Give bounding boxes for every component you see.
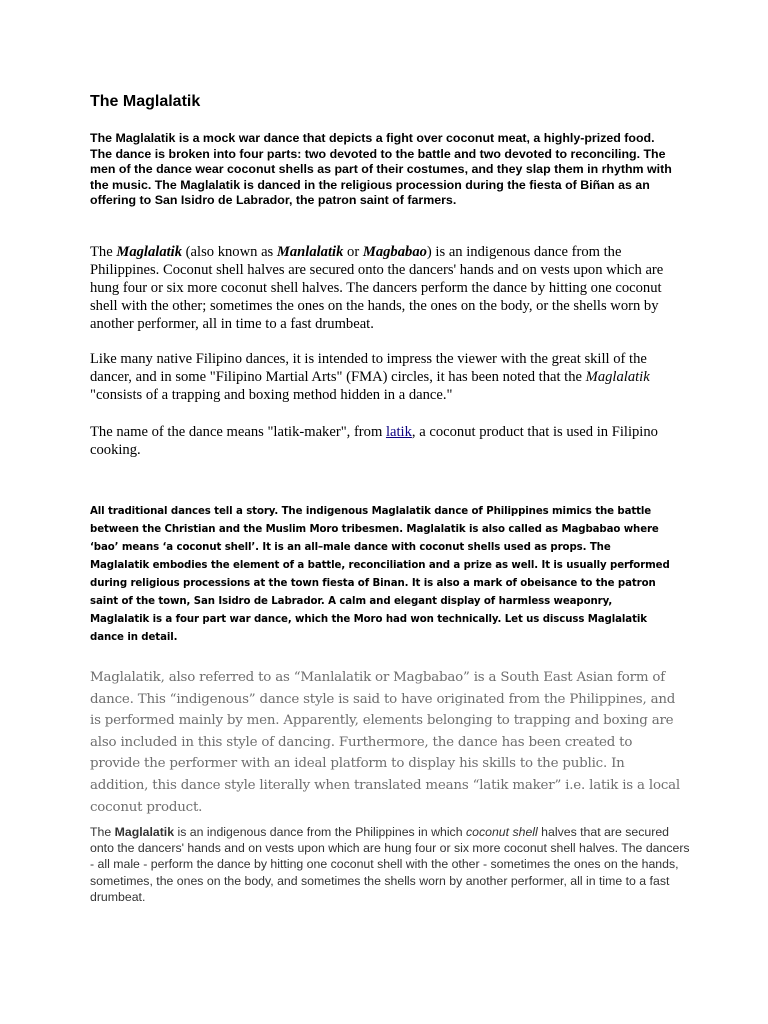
story-paragraph: All traditional dances tell a story. The indigenous Maglalatik dance of Philippines mimics the battle between the Christian and the Muslim Moro tribesmen. Maglalatik is also called as Magbabao where ‘bao’ means ‘a coconut shell’. It is an all–male dance with coconut shells used as props. The Maglalatik embodies the element of a battle, reconciliation and a prize as well. It is usually performed during religious processions at the town fiesta of Binan. It is also a mark of obeisance to the patron saint of the town, San Isidro de Labrador. A calm and elegant display of harmless weaponry, Maglalatik is a four part war dance, which the Moro had won technically. Let us discuss Maglalatik dance in detail. bbox=[90, 506, 670, 643]
last-name-maglalatik: Maglalatik bbox=[114, 825, 175, 839]
name-meaning-paragraph bbox=[90, 423, 690, 459]
p2-name-maglalatik: Maglalatik bbox=[585, 369, 650, 385]
p1-text-1: The bbox=[90, 244, 117, 260]
page-title: The Maglalatik bbox=[90, 93, 201, 110]
summary-paragraph: The Maglalatik is a mock war dance that depicts a fight over coconut meat, a highly-prized food. The dance is broken into four parts: two devoted to the battle and two devoted to reconciling. The men of the dance wear coconut shells as part of their costumes, and they slap them in rhythm with the music. The Maglalatik is danced in the religious procession during the fiesta of Biñan as an offering to San Isidro de Labrador, the patron saint of farmers. bbox=[90, 131, 672, 208]
last-text-3: halves that are secured onto the dancers' hands and on vests upon which are hung four or six more coconut shell halves. The dancers - all male - perform the dance by hitting one coconut shell with the other - sometimes the ones on the hands, sometimes, the ones on the body, and sometimes the shells worn by another performer, all in time to a fast drumbeat. bbox=[90, 825, 690, 904]
p3-text-2: , a coconut product that is used in Filipino cooking. bbox=[90, 424, 658, 458]
p2-text-2: "consists of a trapping and boxing method hidden in a dance." bbox=[90, 387, 453, 403]
intro-paragraph bbox=[90, 243, 690, 333]
p1-name-magbabao: Magbabao bbox=[362, 244, 427, 260]
last-coconut-shell: coconut shell bbox=[465, 825, 538, 839]
p2-text-1: Like many native Filipino dances, it is intended to impress the viewer with the great skill of the dancer, and in some "Filipino Martial Arts" (FMA) circles, it has been noted that the bbox=[90, 351, 647, 385]
p1-text-4: ) is an indigenous dance from the Philippines. Coconut shell halves are secured onto the dancers' hands and on vests upon which are hung four or six more coconut shell halves. The dancers perform the dance by hitting one coconut shell with the other; sometimes the ones on the hands, the ones on the body, or the shells worn by another performer, all in time to a fast drumbeat. bbox=[90, 244, 664, 332]
p1-text-2: (also known as bbox=[182, 244, 277, 260]
last-text-1: The bbox=[90, 825, 115, 839]
p1-name-manlalatik: Manlalatik bbox=[276, 244, 344, 260]
last-text-2: is an indigenous dance from the Philippines in which bbox=[174, 825, 466, 839]
p3-text-1: The name of the dance means "latik-maker", from bbox=[90, 424, 386, 440]
latik-link[interactable]: latik bbox=[385, 424, 412, 440]
p1-name-maglalatik: Maglalatik bbox=[116, 244, 183, 260]
grey-paragraph: Maglalatik, also referred to as “Manlalatik or Magbabao” is a South East Asian form of dance. This “indigenous” dance style is said to have originated from the Philippines, and is performed mainly by men. Apparently, elements belonging to trapping and boxing are also included in this style of dancing. Furthermore, the dance has been created to provide the performer with an ideal platform to display his skills to the public. In addition, this dance style literally when translated means “latik maker” i.e. latik is a local coconut product. bbox=[90, 670, 680, 815]
closing-paragraph bbox=[90, 824, 690, 905]
p1-text-3: or bbox=[343, 244, 363, 260]
martial-arts-paragraph bbox=[90, 350, 690, 404]
